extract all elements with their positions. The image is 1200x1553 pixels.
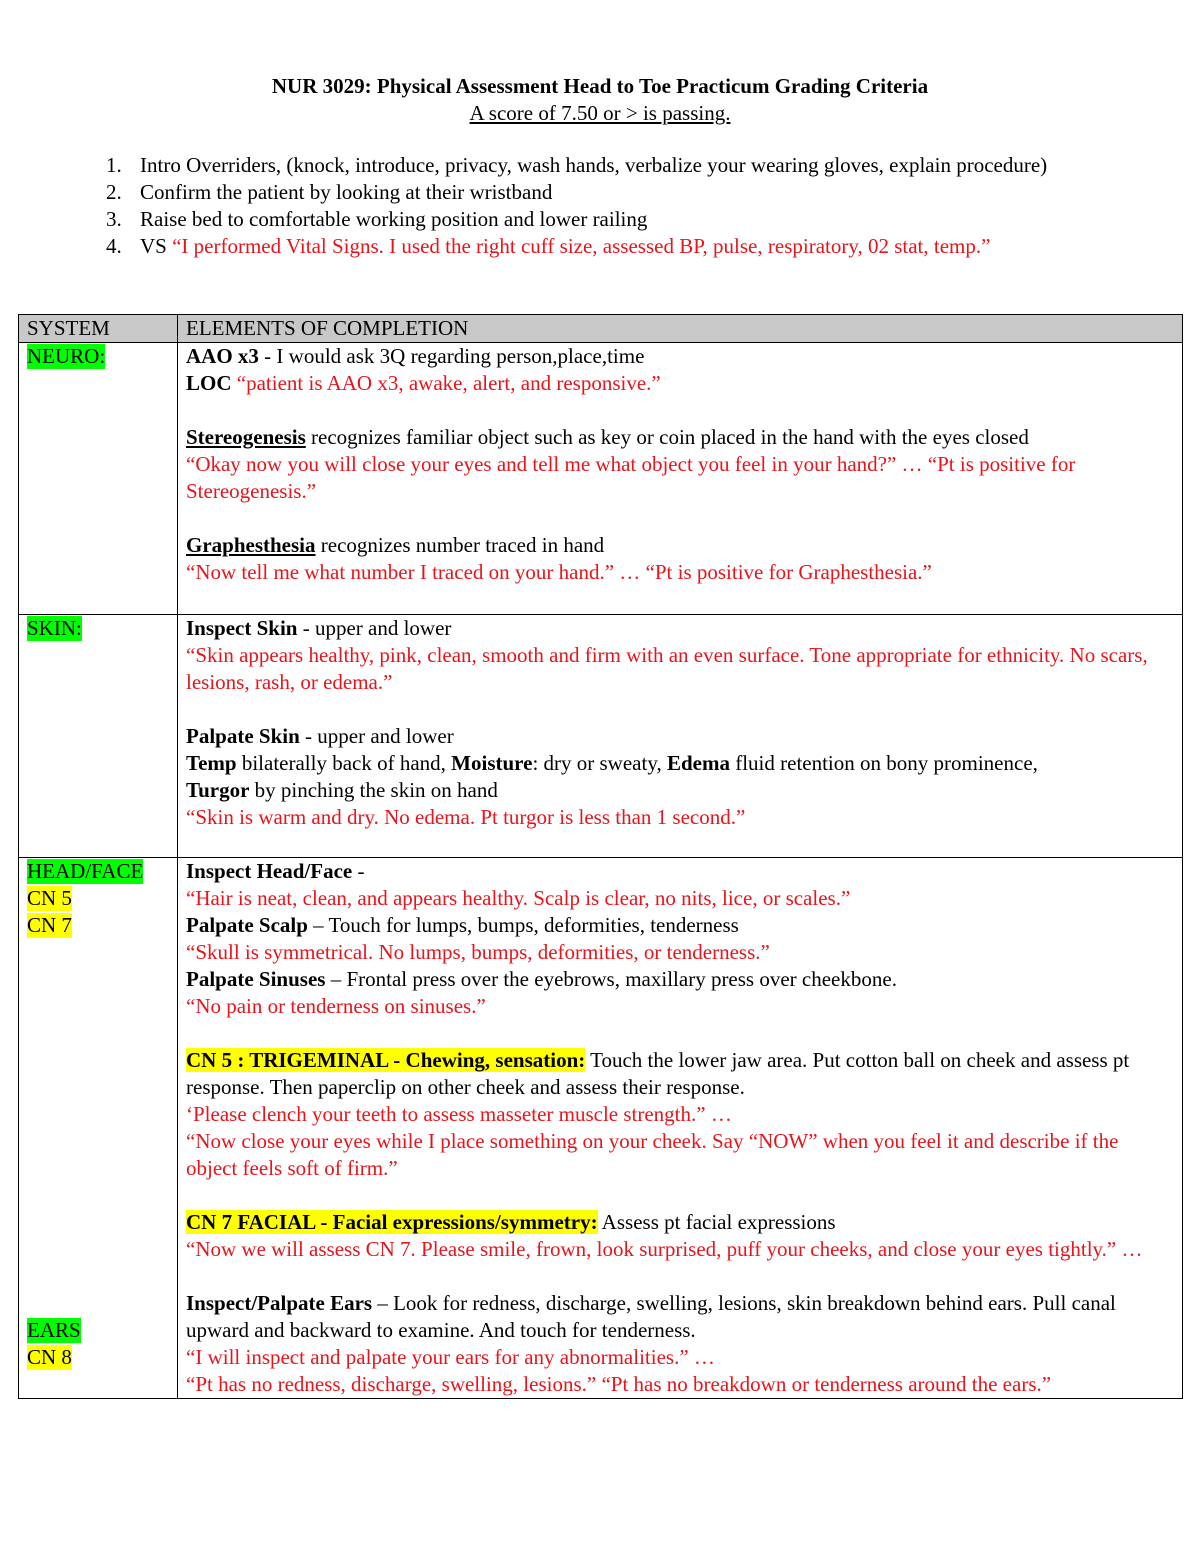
elements-cell: AAO x3 - I would ask 3Q regarding person,place,time LOC “patient is AAO x3, awake, alert, and responsive.” Stereogenesis recognizes familiar object such as key or coin placed in the hand with the eyes closed “Okay now you will close your eyes and tell me what object you feel in your hand?” … “Pt is positive for Stereogenesis.” Graphesthesia recognizes number traced in hand “Now tell me what number I traced on your hand.” … “Pt is positive for Graphesthesia.” — [178, 343, 1183, 615]
table-row-neuro — [19, 343, 1183, 615]
system-label-head-face: HEAD/FACE — [27, 859, 144, 883]
system-cell — [19, 858, 178, 1399]
elements-cell: Inspect Skin - upper and lower “Skin appears healthy, pink, clean, smooth and firm with an even surface. Tone appropriate for ethnicity. No scars, lesions, rash, or edema.” Palpate Skin - upper and lower Temp bilaterally back of hand, Moisture: dry or sweaty, Edema fluid retention on bony prominence, Turgor by pinching the skin on hand “Skin is warm and dry. No edema. Pt turgor is less than 1 second.” — [178, 615, 1183, 858]
system-cell — [19, 615, 178, 858]
elements-cell: Inspect Head/Face - “Hair is neat, clean, and appears healthy. Scalp is clear, no nits, lice, or scales.” Palpate Scalp – Touch for lumps, bumps, deformities, tenderness “Skull is symmetrical. No lumps, bumps, deformities, or tenderness.” Palpate Sinuses – Frontal press over the eyebrows, maxillary press over cheekbone. “No pain or tenderness on sinuses.” CN 5 : TRIGEMINAL - Chewing, sensation: Touch the lower jaw area. Put cotton ball on cheek and assess pt response. Then paperclip on other cheek and assess their response. ‘Please clench your teeth to assess masseter muscle strength.” … “Now close your eyes while I place something on your cheek. Say “NOW” when you feel it and describe if the object feels soft of firm.” CN 7 FACIAL - Facial expressions/symmetry: Assess pt facial expressions “Now we will assess CN 7. Please smile, frown, look surprised, puff your cheeks, and close your eyes tightly.” … Inspect/Palpate Ears – Look for redness, discharge, swelling, lesions, skin breakdown behind ears. Pull canal upward and backward to examine. And touch for tenderness. “I will inspect and palpate your ears for any abnormalities.” … “Pt has no redness, discharge, swelling, lesions.” “Pt has no breakdown or tenderness around the ears.” — [178, 858, 1183, 1399]
column-header-system: SYSTEM — [19, 315, 178, 343]
list-item: 2. Confirm the patient by looking at their wristband — [106, 180, 553, 204]
system-label-cn8: CN 8 — [27, 1345, 72, 1369]
table-row-skin — [19, 615, 1183, 858]
list-item: 4. VS “I performed Vital Signs. I used the right cuff size, assessed BP, pulse, respiratory, 02 stat, temp.” — [106, 234, 991, 258]
system-cell — [19, 343, 178, 615]
column-header-elements: ELEMENTS OF COMPLETION — [178, 315, 1183, 343]
grading-criteria-table — [18, 314, 1183, 1399]
passing-score-note: A score of 7.50 or > is passing. — [469, 101, 731, 125]
system-label-skin: SKIN: — [27, 616, 82, 640]
list-item: 3. Raise bed to comfortable working position and lower railing — [106, 207, 648, 231]
system-label-neuro: NEURO: — [27, 344, 106, 368]
page-title: NUR 3029: Physical Assessment Head to Toe Practicum Grading Criteria — [271, 74, 929, 98]
table-header-row — [19, 315, 1183, 343]
list-item: 1. Intro Overriders, (knock, introduce, privacy, wash hands, verbalize your wearing gloves, explain procedure) — [106, 153, 1048, 177]
system-label-cn7: CN 7 — [27, 913, 72, 937]
system-label-cn5: CN 5 — [27, 886, 72, 910]
intro-steps-list — [100, 152, 1080, 260]
table-row-head-face — [19, 858, 1183, 1399]
cn5-heading: CN 5 : TRIGEMINAL - Chewing, sensation: — [186, 1048, 586, 1072]
system-label-ears: EARS — [27, 1318, 81, 1342]
cn7-heading: CN 7 FACIAL - Facial expressions/symmetry: — [186, 1210, 598, 1234]
